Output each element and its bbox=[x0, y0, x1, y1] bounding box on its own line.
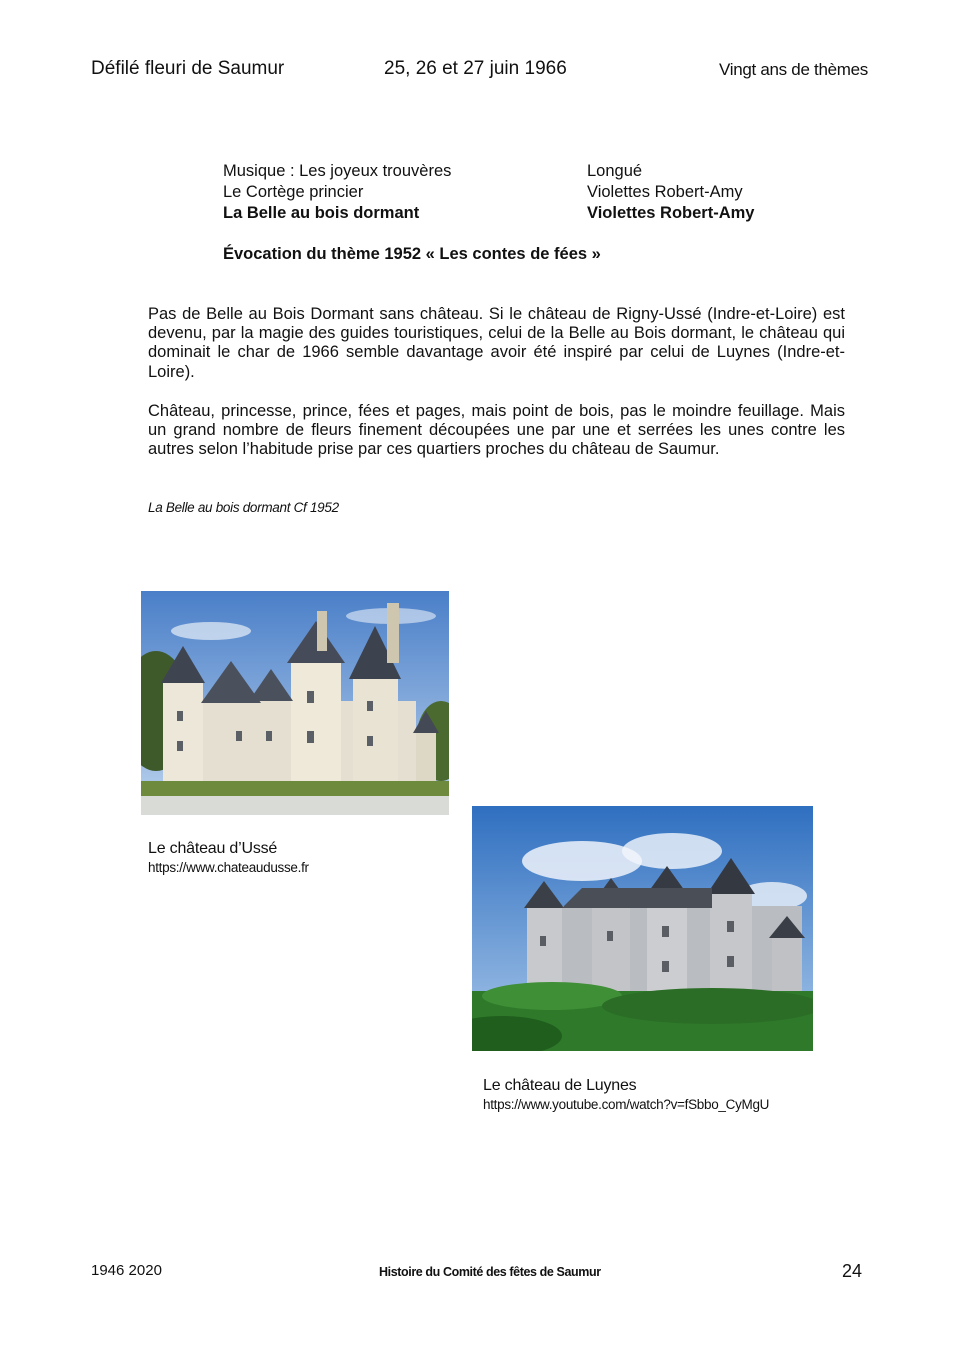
footer-title: Histoire du Comité des fêtes de Saumur bbox=[379, 1265, 601, 1279]
header-date: 25, 26 et 27 juin 1966 bbox=[384, 58, 567, 79]
credit-value: Violettes Robert-Amy bbox=[587, 183, 743, 201]
footer-years: 1946 2020 bbox=[91, 1262, 162, 1279]
credit-row bbox=[223, 203, 755, 224]
usse-url-link[interactable]: https://www.chateaudusse.fr bbox=[148, 860, 309, 875]
luynes-url-link[interactable]: https://www.youtube.com/watch?v=fSbbo_CyMgU bbox=[483, 1097, 770, 1112]
reference-note: La Belle au bois dormant Cf 1952 bbox=[148, 500, 339, 515]
paragraph: Château, princesse, prince, fées et pages, mais point de bois, pas le moindre feuillage. Mais un grand nombre de fleurs finement découpées une par une et serrées les unes contre les autres selon l’habitude prise par ces quartiers proches du château de Saumur. bbox=[148, 402, 845, 459]
luynes-castle-photo bbox=[472, 806, 813, 1051]
credit-row bbox=[223, 161, 643, 182]
credits-block bbox=[223, 161, 755, 224]
credit-value: Longué bbox=[587, 162, 643, 180]
usse-caption: Le château d’Ussé bbox=[148, 840, 278, 857]
credit-label: La Belle au bois dormant bbox=[223, 204, 420, 222]
credit-label: Musique : Les joyeux trouvères bbox=[223, 162, 452, 180]
usse-castle-photo bbox=[141, 591, 449, 815]
theme-title: Évocation du thème 1952 « Les contes de fées » bbox=[223, 245, 601, 263]
credit-row bbox=[223, 182, 743, 203]
paragraph: Pas de Belle au Bois Dormant sans château. Si le château de Rigny-Ussé (Indre-et-Loire) est devenu, par la magie des guides touristiques, celui de la Belle au Bois dormant, le château qui dominait le char de 1966 semble davantage avoir été inspiré par celui de Luynes (Indre-et-Loire). bbox=[148, 305, 845, 381]
credit-value: Violettes Robert-Amy bbox=[587, 204, 755, 222]
credit-label: Le Cortège princier bbox=[223, 183, 364, 201]
header-left-title: Défilé fleuri de Saumur bbox=[91, 58, 285, 79]
page-number: 24 bbox=[842, 1261, 863, 1281]
luynes-caption: Le château de Luynes bbox=[483, 1077, 637, 1094]
header-right-title: Vingt ans de thèmes bbox=[719, 60, 868, 79]
